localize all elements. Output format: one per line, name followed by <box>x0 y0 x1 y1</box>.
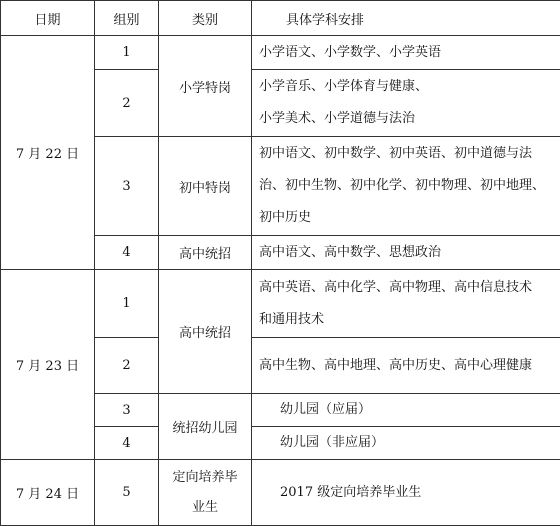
group-cell: 3 <box>95 137 159 236</box>
header-subjects: 具体学科安排 <box>252 1 560 36</box>
table-row <box>1 270 560 338</box>
subjects-cell <box>252 338 560 394</box>
group-cell: 5 <box>95 460 159 526</box>
subjects-line: 和通用技术 <box>259 304 554 336</box>
subjects-cell <box>252 137 560 236</box>
subjects-line: 初中历史 <box>259 202 554 234</box>
subjects-cell <box>252 70 560 137</box>
subjects-cell <box>252 427 560 460</box>
subjects-line: 幼儿园（应届） <box>280 394 554 426</box>
subjects-cell <box>252 270 560 338</box>
subjects-line: 高中生物、高中地理、高中历史、高中心理健康 <box>259 350 554 382</box>
category-cell: 小学特岗 <box>159 36 252 137</box>
subjects-cell <box>252 36 560 70</box>
subjects-cell <box>252 394 560 427</box>
subjects-line: 幼儿园（非应届） <box>280 427 554 459</box>
subjects-line: 高中英语、高中化学、高中物理、高中信息技术 <box>259 272 554 304</box>
category-cell <box>159 460 252 526</box>
category-line: 业生 <box>159 493 251 523</box>
date-cell: 7 月 24 日 <box>1 460 95 526</box>
category-cell: 统招幼儿园 <box>159 394 252 460</box>
header-date: 日期 <box>1 1 95 36</box>
subjects-cell <box>252 236 560 270</box>
subjects-line: 治、初中生物、初中化学、初中物理、初中地理、 <box>259 170 554 202</box>
category-cell: 初中特岗 <box>159 137 252 236</box>
subjects-line: 小学音乐、小学体育与健康、 <box>259 71 554 103</box>
group-cell: 2 <box>95 70 159 137</box>
group-cell: 1 <box>95 36 159 70</box>
subjects-line: 初中语文、初中数学、初中英语、初中道德与法 <box>259 138 554 170</box>
subjects-line: 2017 级定向培养毕业生 <box>280 477 554 509</box>
table-row <box>1 36 560 70</box>
group-cell: 1 <box>95 270 159 338</box>
category-line: 定向培养毕 <box>159 463 251 493</box>
header-category: 类别 <box>159 1 252 36</box>
table-row <box>1 460 560 526</box>
subjects-line: 小学语文、小学数学、小学英语 <box>259 37 554 69</box>
category-cell: 高中统招 <box>159 270 252 394</box>
date-cell: 7 月 22 日 <box>1 36 95 270</box>
group-cell: 3 <box>95 394 159 427</box>
header-group: 组别 <box>95 1 159 36</box>
date-cell: 7 月 23 日 <box>1 270 95 460</box>
header-row <box>1 1 560 36</box>
group-cell: 2 <box>95 338 159 394</box>
subjects-cell <box>252 460 560 526</box>
group-cell: 4 <box>95 236 159 270</box>
group-cell: 4 <box>95 427 159 460</box>
subjects-line: 高中语文、高中数学、思想政治 <box>259 237 554 269</box>
subjects-line: 小学美术、小学道德与法治 <box>259 103 554 135</box>
category-cell: 高中统招 <box>159 236 252 270</box>
